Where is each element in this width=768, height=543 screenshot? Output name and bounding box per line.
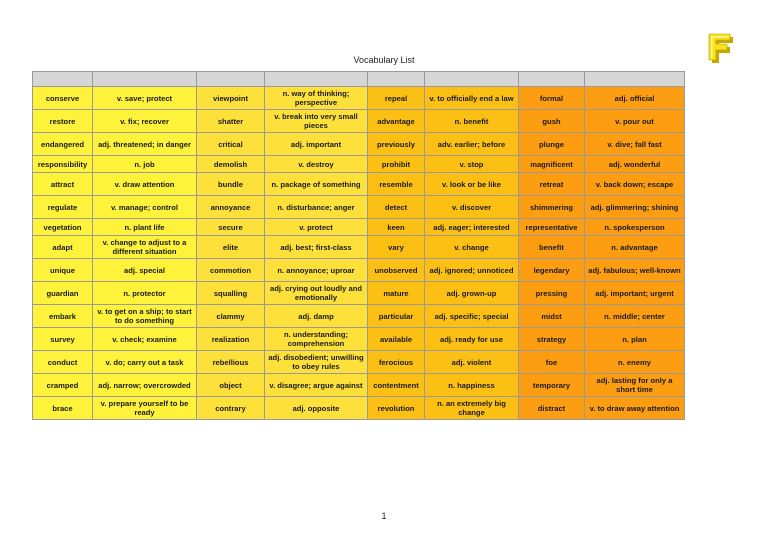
- vocab-definition-cell: n. advantage: [585, 236, 685, 259]
- vocab-definition-cell: v. look or be like: [425, 173, 519, 196]
- header-cell: [197, 72, 265, 87]
- vocab-definition-cell: v. pour out: [585, 110, 685, 133]
- vocab-word-cell: vary: [368, 236, 425, 259]
- vocab-word-cell: conduct: [33, 351, 93, 374]
- vocab-definition-cell: adj. opposite: [265, 397, 368, 420]
- vocab-definition-cell: adj. glimmering; shining: [585, 196, 685, 219]
- vocab-definition-cell: v. save; protect: [93, 87, 197, 110]
- vocab-word-cell: available: [368, 328, 425, 351]
- vocab-word-cell: adapt: [33, 236, 93, 259]
- vocab-definition-cell: v. disagree; argue against: [265, 374, 368, 397]
- vocab-definition-cell: adj. specific; special: [425, 305, 519, 328]
- vocab-word-cell: particular: [368, 305, 425, 328]
- vocab-definition-cell: adj. disobedient; unwilling to obey rules: [265, 351, 368, 374]
- vocab-word-cell: conserve: [33, 87, 93, 110]
- vocab-word-cell: prohibit: [368, 156, 425, 173]
- table-row: [33, 110, 685, 133]
- vocab-word-cell: advantage: [368, 110, 425, 133]
- vocab-word-cell: guardian: [33, 282, 93, 305]
- table-header-row: [33, 72, 685, 87]
- vocab-word-cell: plunge: [519, 133, 585, 156]
- vocab-definition-cell: n. disturbance; anger: [265, 196, 368, 219]
- table-row: [33, 156, 685, 173]
- vocab-definition-cell: n. middle; center: [585, 305, 685, 328]
- table-row: [33, 133, 685, 156]
- vocab-word-cell: brace: [33, 397, 93, 420]
- vocab-word-cell: shatter: [197, 110, 265, 133]
- header-cell: [585, 72, 685, 87]
- vocab-definition-cell: n. spokesperson: [585, 219, 685, 236]
- table-row: [33, 305, 685, 328]
- header-cell: [93, 72, 197, 87]
- vocab-word-cell: gush: [519, 110, 585, 133]
- vocab-word-cell: previously: [368, 133, 425, 156]
- vocab-definition-cell: adj. narrow; overcrowded: [93, 374, 197, 397]
- vocab-definition-cell: n. happiness: [425, 374, 519, 397]
- vocab-word-cell: legendary: [519, 259, 585, 282]
- vocab-word-cell: object: [197, 374, 265, 397]
- page-number: 1: [381, 511, 387, 521]
- vocab-word-cell: unique: [33, 259, 93, 282]
- vocab-word-cell: ferocious: [368, 351, 425, 374]
- vocab-definition-cell: n. job: [93, 156, 197, 173]
- vocab-definition-cell: v. discover: [425, 196, 519, 219]
- vocab-definition-cell: adj. crying out loudly and emotionally: [265, 282, 368, 305]
- header-cell: [425, 72, 519, 87]
- vocab-definition-cell: v. change to adjust to a different situation: [93, 236, 197, 259]
- vocab-word-cell: temporary: [519, 374, 585, 397]
- vocab-word-cell: repeal: [368, 87, 425, 110]
- vocab-word-cell: pressing: [519, 282, 585, 305]
- vocab-word-cell: midst: [519, 305, 585, 328]
- vocab-word-cell: cramped: [33, 374, 93, 397]
- document-title: Vocabulary List: [353, 55, 415, 65]
- vocab-definition-cell: adj. damp: [265, 305, 368, 328]
- vocab-definition-cell: adj. official: [585, 87, 685, 110]
- vocab-definition-cell: adj. ignored; unnoticed: [425, 259, 519, 282]
- vocab-definition-cell: n. package of something: [265, 173, 368, 196]
- table-row: [33, 397, 685, 420]
- vocab-definition-cell: n. protector: [93, 282, 197, 305]
- vocab-definition-cell: adj. wonderful: [585, 156, 685, 173]
- header-cell: [519, 72, 585, 87]
- vocab-definition-cell: v. fix; recover: [93, 110, 197, 133]
- vocab-definition-cell: n. an extremely big change: [425, 397, 519, 420]
- vocab-word-cell: embark: [33, 305, 93, 328]
- vocab-definition-cell: v. dive; fall fast: [585, 133, 685, 156]
- table-row: [33, 374, 685, 397]
- vocab-word-cell: critical: [197, 133, 265, 156]
- vocab-definition-cell: v. change: [425, 236, 519, 259]
- vocab-definition-cell: n. plant life: [93, 219, 197, 236]
- vocab-definition-cell: v. back down; escape: [585, 173, 685, 196]
- vocab-word-cell: shimmering: [519, 196, 585, 219]
- vocab-word-cell: mature: [368, 282, 425, 305]
- vocab-definition-cell: v. check; examine: [93, 328, 197, 351]
- vocab-definition-cell: v. to get on a ship; to start to do something: [93, 305, 197, 328]
- vocab-word-cell: bundle: [197, 173, 265, 196]
- vocab-word-cell: elite: [197, 236, 265, 259]
- vocab-word-cell: unobserved: [368, 259, 425, 282]
- vocab-word-cell: retreat: [519, 173, 585, 196]
- vocab-definition-cell: v. destroy: [265, 156, 368, 173]
- vocab-word-cell: realization: [197, 328, 265, 351]
- vocab-definition-cell: adj. lasting for only a short time: [585, 374, 685, 397]
- vocab-word-cell: distract: [519, 397, 585, 420]
- header-cell: [33, 72, 93, 87]
- vocab-definition-cell: adj. violent: [425, 351, 519, 374]
- vocab-definition-cell: adj. best; first-class: [265, 236, 368, 259]
- vocab-word-cell: survey: [33, 328, 93, 351]
- vocab-definition-cell: n. plan: [585, 328, 685, 351]
- vocab-word-cell: secure: [197, 219, 265, 236]
- vocab-word-cell: strategy: [519, 328, 585, 351]
- vocab-definition-cell: adj. special: [93, 259, 197, 282]
- vocab-definition-cell: v. prepare yourself to be ready: [93, 397, 197, 420]
- vocab-definition-cell: adj. important; urgent: [585, 282, 685, 305]
- table-row: [33, 219, 685, 236]
- vocab-word-cell: clammy: [197, 305, 265, 328]
- vocab-word-cell: squalling: [197, 282, 265, 305]
- vocab-word-cell: contrary: [197, 397, 265, 420]
- vocab-definition-cell: n. benefit: [425, 110, 519, 133]
- vocab-word-cell: demolish: [197, 156, 265, 173]
- vocab-definition-cell: n. enemy: [585, 351, 685, 374]
- vocab-word-cell: foe: [519, 351, 585, 374]
- vocab-definition-cell: n. annoyance; uproar: [265, 259, 368, 282]
- vocab-definition-cell: v. draw attention: [93, 173, 197, 196]
- vocabulary-table: [32, 71, 685, 420]
- vocab-definition-cell: n. way of thinking; perspective: [265, 87, 368, 110]
- vocab-word-cell: keen: [368, 219, 425, 236]
- vocab-word-cell: revolution: [368, 397, 425, 420]
- vocab-word-cell: benefit: [519, 236, 585, 259]
- vocab-word-cell: contentment: [368, 374, 425, 397]
- vocab-word-cell: annoyance: [197, 196, 265, 219]
- vocab-word-cell: formal: [519, 87, 585, 110]
- table-row: [33, 328, 685, 351]
- vocab-word-cell: endangered: [33, 133, 93, 156]
- header-cell: [265, 72, 368, 87]
- vocab-definition-cell: v. protect: [265, 219, 368, 236]
- vocab-word-cell: commotion: [197, 259, 265, 282]
- vocab-definition-cell: v. break into very small pieces: [265, 110, 368, 133]
- table-row: [33, 282, 685, 305]
- vocab-word-cell: restore: [33, 110, 93, 133]
- vocab-word-cell: responsibility: [33, 156, 93, 173]
- table-row: [33, 351, 685, 374]
- vocab-definition-cell: v. manage; control: [93, 196, 197, 219]
- vocab-definition-cell: adj. ready for use: [425, 328, 519, 351]
- vocab-definition-cell: adv. earlier; before: [425, 133, 519, 156]
- vocab-word-cell: viewpoint: [197, 87, 265, 110]
- vocab-definition-cell: v. to draw away attention: [585, 397, 685, 420]
- vocab-definition-cell: adj. grown-up: [425, 282, 519, 305]
- vocab-word-cell: rebellious: [197, 351, 265, 374]
- vocab-word-cell: vegetation: [33, 219, 93, 236]
- table-row: [33, 196, 685, 219]
- vocab-definition-cell: n. understanding; comprehension: [265, 328, 368, 351]
- vocab-word-cell: attract: [33, 173, 93, 196]
- vocab-word-cell: detect: [368, 196, 425, 219]
- vocab-definition-cell: adj. threatened; in danger: [93, 133, 197, 156]
- vocab-definition-cell: v. stop: [425, 156, 519, 173]
- vocab-definition-cell: v. to officially end a law: [425, 87, 519, 110]
- table-row: [33, 259, 685, 282]
- vocab-word-cell: magnificent: [519, 156, 585, 173]
- vocab-word-cell: resemble: [368, 173, 425, 196]
- table-row: [33, 87, 685, 110]
- vocab-definition-cell: adj. eager; interested: [425, 219, 519, 236]
- vocab-definition-cell: adj. important: [265, 133, 368, 156]
- vocab-definition-cell: adj. fabulous; well-known: [585, 259, 685, 282]
- vocab-word-cell: representative: [519, 219, 585, 236]
- vocab-word-cell: regulate: [33, 196, 93, 219]
- table-row: [33, 173, 685, 196]
- vocab-definition-cell: v. do; carry out a task: [93, 351, 197, 374]
- table-row: [33, 236, 685, 259]
- header-cell: [368, 72, 425, 87]
